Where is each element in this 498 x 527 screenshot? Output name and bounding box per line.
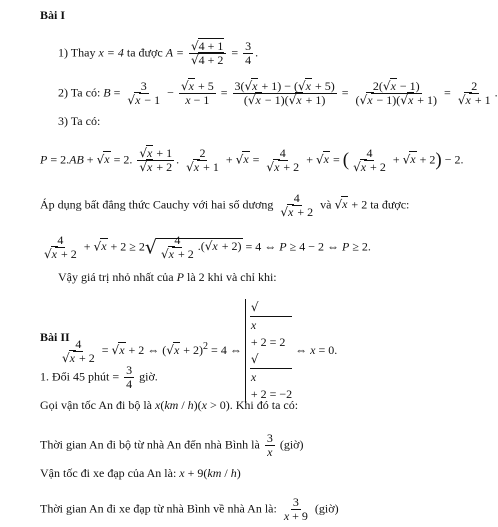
equation-P: P = 2.AB + √x = 2. $\frac{√x + 1}{√x + 2}$ . $\frac{2}{√x + 1}$ + √x = $\frac{4}{√x + 2}$ + √x = ( $\frac{4}{√x + 2}$ + √x + 2) − 2.	[40, 146, 464, 174]
q1-text: Thay	[70, 45, 96, 60]
q1-label: 1)	[58, 45, 68, 60]
q1-fraction: $\frac{√4 + 1}{√4 + 2}$	[189, 40, 226, 67]
b2-line-4: Vận tốc đi xe đạp của An là: x + 9(km / h)	[40, 466, 241, 480]
question-3-line	[58, 114, 100, 128]
q2-label: 2)	[58, 85, 68, 100]
min-text2: là 2 khi và chỉ khi:	[186, 270, 277, 284]
q3-label: 3)	[58, 114, 68, 128]
cauchy-line: Áp dụng bất đẳng thức Cauchy với hai số dương $\frac{4}{√x + 2}$ và √x + 2 ta được:	[40, 191, 410, 219]
question-1-line: 1) Thay x = 4 ta được A = $\frac{√4 + 1}{√4 + 2}$ = $\frac{3}{4}$ .	[58, 39, 259, 67]
section-title-bai-1: Bài I	[40, 8, 66, 22]
q1-condition: x = 4	[98, 45, 124, 60]
cauchy-inequality: $\frac{4}{√x + 2}$ + √x + 2 ≥ 2√ $\frac{4}{√x + 2}$ .(√x + 2) = 4 ⇔ P ≥ 4 − 2 ⇔ P ≥ 2.	[44, 233, 371, 261]
min-value-line	[58, 270, 277, 284]
q1-text2: ta được	[126, 45, 163, 60]
q2-text: Ta có:	[70, 85, 101, 100]
question-2-line: 2) Ta có: B = $\frac{3}{√x - 1}$ − $\frac{√x + 5}{x - 1}$ = $\frac{3(√x + 1) - (√x + 5)}{(√x - 1)(√x + 1)}$ = $\frac{2(√x - 1)}{(√x - 1)(√x + 1)}$ = $\frac{2}{√x + 1}$ .	[58, 79, 498, 107]
q1-result: $\frac{3}{4}$	[245, 39, 252, 67]
equality-condition: $\frac{4}{√x + 2}$ = √x + 2 ⇔ $(√x + 2)^2 = 4$ ⇔ √ x + 2 = 2 √ x + 2 = −2 ⇔ x = 0.	[62, 300, 338, 401]
min-P: P	[176, 270, 184, 284]
b2-line-2: Gọi vận tốc An đi bộ là x(km / h)(x > 0). Khi đó ta có:	[40, 398, 299, 412]
b2-line-5: Thời gian An đi xe đạp từ nhà Bình về nhà An là: $\frac{3}{x + 9}$ (giờ)	[40, 495, 339, 523]
min-text: Vậy giá trị nhỏ nhất của	[58, 270, 174, 284]
cauchy-text: Áp dụng bất đẳng thức Cauchy với hai số dương	[40, 197, 274, 212]
cauchy-and: và	[320, 197, 332, 212]
cauchy-end: ta được:	[370, 197, 410, 212]
b2-line-3: Thời gian An đi bộ từ nhà An đến nhà Bình là $\frac{3}{x}$ (giờ)	[40, 431, 304, 459]
b2-line-1: 1. Đổi 45 phút = $\frac{3}{4}$ giờ.	[40, 363, 158, 391]
q1-A: A =	[165, 45, 184, 60]
q3-text: Ta có:	[70, 114, 101, 128]
section-title-bai-2: Bài II	[40, 330, 70, 344]
